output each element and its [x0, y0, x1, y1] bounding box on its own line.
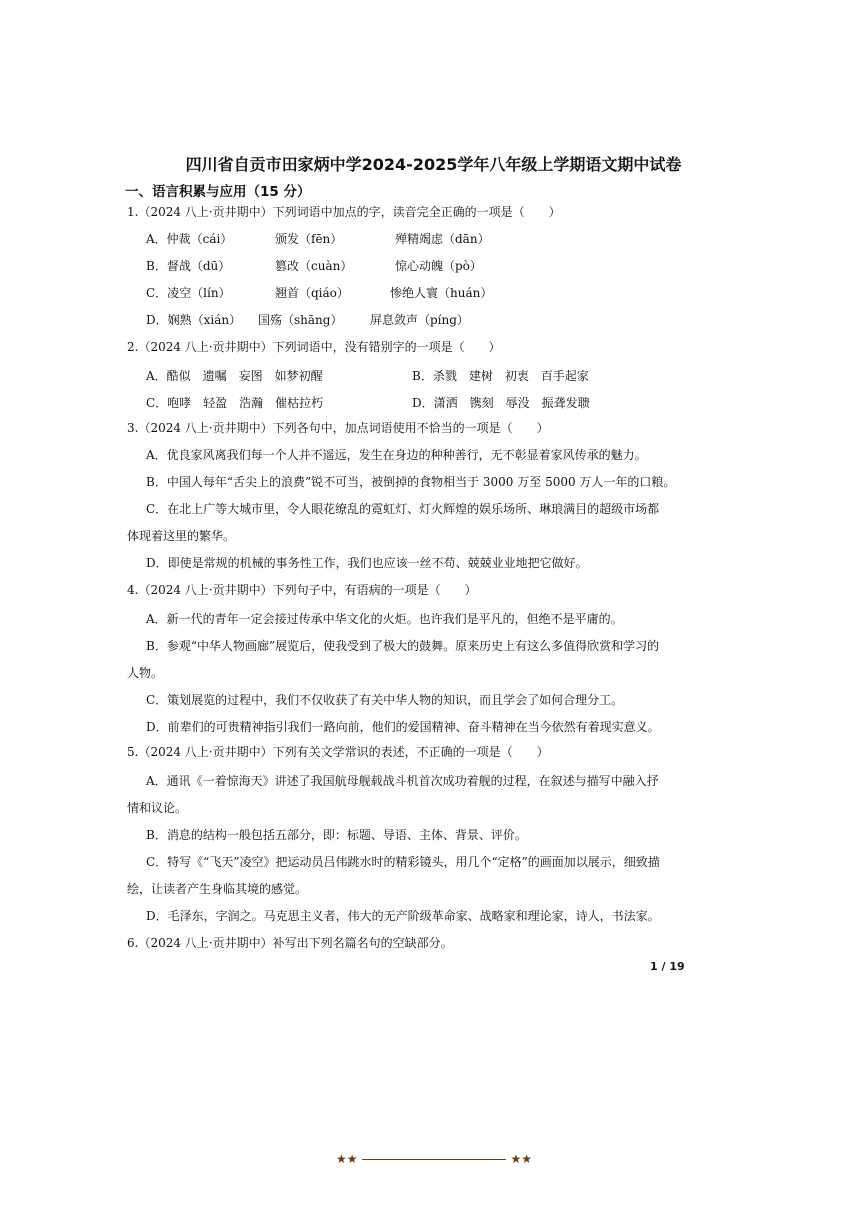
- q4-option-d: D．前辈们的可贵精神指引我们一路向前，他们的爱国精神、奋斗精神在当今依然有着现实意义。: [146, 720, 660, 734]
- footer-rule: [362, 1159, 506, 1160]
- q2-option-a: A．酷似 遗嘱 妄图 如梦初醒: [146, 369, 323, 383]
- q5-option-d: D．毛泽东，字润之。马克思主义者，伟大的无产阶级革命家、战略家和理论家，诗人，书法家。: [146, 909, 660, 923]
- q2-option-d: D．潇洒 镌刻 辱没 振聋发聩: [412, 396, 590, 410]
- q5-option-c: C．特写《“飞天”凌空》把运动员吕伟跳水时的精彩镜头，用几个“定格”的画面加以展示，细致描: [146, 855, 660, 869]
- question-4-stem: 4.（2024 八上·贡井期中）下列句子中，有语病的一项是（ ）: [127, 583, 477, 597]
- q3-option-c-cont: 体现着这里的繁华。: [127, 529, 236, 543]
- footer-star-icon-left: ★★: [336, 1152, 358, 1166]
- q1-option-d-3: 屏息敛声（píng）: [370, 313, 469, 327]
- footer-star-icon-right: ★★: [510, 1152, 532, 1166]
- q4-option-b-cont: 人物。: [127, 666, 164, 680]
- exam-title: 四川省自贡市田家炳中学2024-2025学年八年级上学期语文期中试卷: [185, 155, 682, 174]
- q2-option-c: C．咆哮 轻盈 浩瀚 催枯拉朽: [146, 396, 324, 410]
- question-2-stem: 2.（2024 八上·贡井期中）下列词语中，没有错别字的一项是（ ）: [127, 340, 501, 354]
- q1-option-c-3: 惨绝人寰（huán）: [390, 286, 493, 300]
- q1-option-c-2: 翘首（qiáo）: [275, 286, 349, 300]
- q1-option-a-1: A．仲裁（cái）: [146, 232, 233, 246]
- q4-option-b: B．参观“中华人物画廊”展览后，使我受到了极大的鼓舞。原来历史上有这么多值得欣赏和学习的: [146, 639, 660, 653]
- q1-option-d-1: D．娴熟（xián）: [146, 313, 242, 327]
- q1-option-b-1: B．督战（dū）: [146, 259, 231, 273]
- q1-option-a-3: 殚精竭虑（dān）: [395, 232, 490, 246]
- q3-option-d: D．即使是常规的机械的事务性工作，我们也应该一丝不苟、兢兢业业地把它做好。: [146, 556, 588, 570]
- q1-option-b-2: 篡改（cuàn）: [275, 259, 353, 273]
- q1-option-c-1: C．凌空（lín）: [146, 286, 231, 300]
- footer-ornament: [336, 1151, 532, 1167]
- q1-option-d-2: 国殇（shāng）: [258, 313, 343, 327]
- page-number: 1 / 19: [650, 960, 685, 973]
- question-1-stem: 1.（2024 八上·贡井期中）下列词语中加点的字，读音完全正确的一项是（ ）: [127, 205, 561, 219]
- section-heading: 一、语言积累与应用（15 分）: [125, 184, 311, 200]
- q5-option-a: A．通讯《一着惊海天》讲述了我国航母舰载战斗机首次成功着舰的过程，在叙述与描写中融入抒: [146, 774, 659, 788]
- q3-option-a: A．优良家风离我们每一个人并不遥远，发生在身边的种种善行，无不彰显着家风传承的魅力。: [146, 448, 647, 462]
- q3-option-b: B．中国人每年“舌尖上的浪费”锐不可当，被倒掉的食物相当于 3000 万至 5000 万人一年的口粮。: [146, 475, 676, 489]
- q4-option-c: C．策划展览的过程中，我们不仅收获了有关中华人物的知识，而且学会了如何合理分工。: [146, 693, 624, 707]
- question-3-stem: 3.（2024 八上·贡井期中）下列各句中，加点词语使用不恰当的一项是（ ）: [127, 421, 549, 435]
- question-6-stem: 6.（2024 八上·贡井期中）补写出下列名篇名句的空缺部分。: [127, 936, 453, 950]
- q1-option-b-3: 惊心动魄（pò）: [395, 259, 482, 273]
- q2-option-b: B．杀戮 建树 初衷 百手起家: [412, 369, 589, 383]
- question-5-stem: 5.（2024 八上·贡井期中）下列有关文学常识的表述，不正确的一项是（ ）: [127, 745, 549, 759]
- q1-option-a-2: 颁发（fēn）: [275, 232, 343, 246]
- q4-option-a: A．新一代的青年一定会接过传承中华文化的火炬。也许我们是平凡的，但绝不是平庸的。: [146, 612, 623, 626]
- q5-option-c-cont: 绘，让读者产生身临其境的感觉。: [127, 882, 308, 896]
- q3-option-c: C．在北上广等大城市里，令人眼花缭乱的霓虹灯、灯火辉煌的娱乐场所、琳琅满目的超级市场都: [146, 502, 660, 516]
- q5-option-a-cont: 情和议论。: [127, 801, 188, 815]
- q5-option-b: B．消息的结构一般包括五部分，即：标题、导语、主体、背景、评价。: [146, 828, 527, 842]
